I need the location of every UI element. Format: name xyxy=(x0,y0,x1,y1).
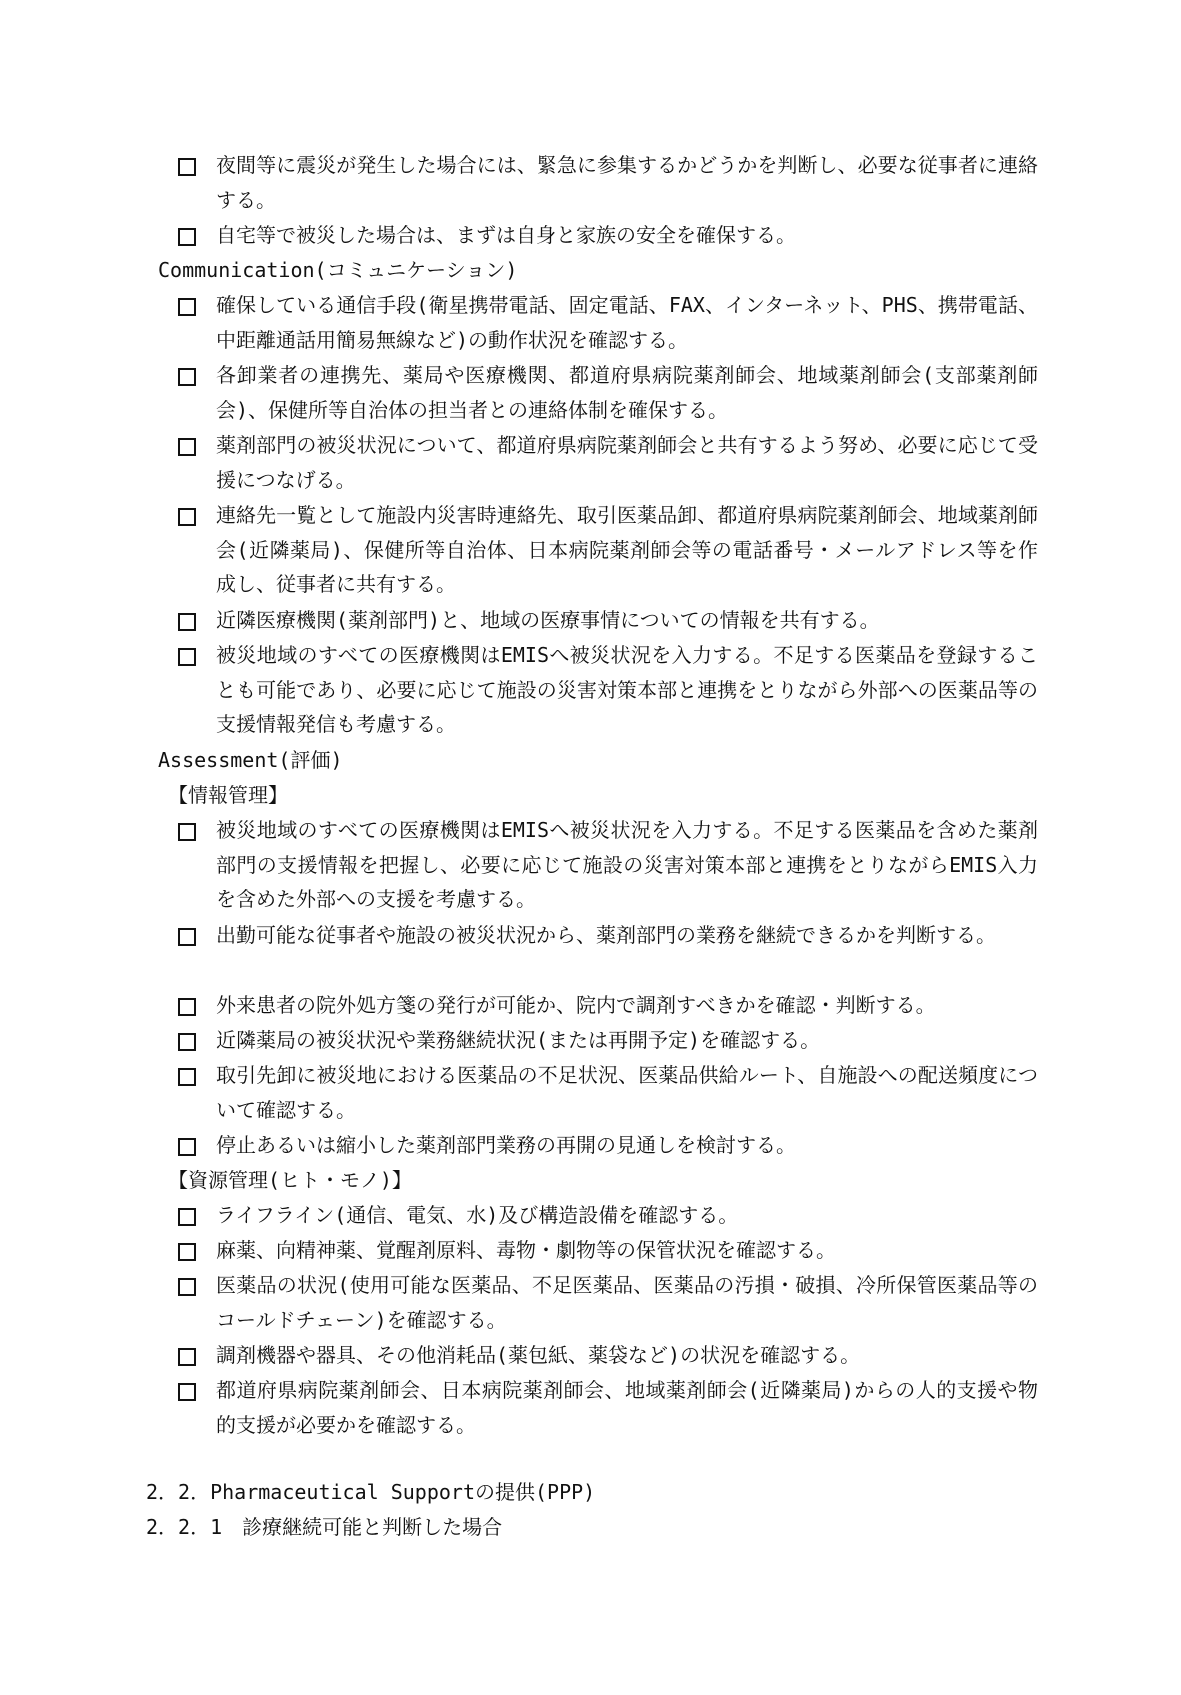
checklist-item-text: 医薬品の状況(使用可能な医薬品、不足医薬品、医薬品の汚損・破損、冷所保管医薬品等のコールドチェーン)を確認する。 xyxy=(216,1273,1038,1332)
checklist-item-text: 被災地域のすべての医療機関はEMISへ被災状況を入力する。不足する医薬品を含めた薬剤部門の支援情報を把握し、必要に応じて施設の災害対策本部と連携をとりながらEMIS入力を含めた外部への支援を考慮する。 xyxy=(216,818,1038,911)
subheading-info-management: 【情報管理】 xyxy=(168,783,288,807)
checkbox-icon xyxy=(178,648,196,666)
checkbox-icon xyxy=(178,1138,196,1156)
checklist-item-text: 自宅等で被災した場合は、まずは自身と家族の安全を確保する。 xyxy=(216,223,796,247)
checkbox-icon xyxy=(178,998,196,1016)
checklist-item-text: 麻薬、向精神薬、覚醒剤原料、毒物・劇物等の保管状況を確認する。 xyxy=(216,1238,836,1262)
section-heading-assessment: Assessment(評価) xyxy=(158,748,343,772)
checklist-item-text: 連絡先一覧として施設内災害時連絡先、取引医薬品卸、都道府県病院薬剤師会、地域薬剤師会(近隣薬局)、保健所等自治体、日本病院薬剤師会等の電話番号・メールアドレス等を作成し、従事者に共有する。 xyxy=(216,503,1038,596)
section-heading-2-2: 2．2．Pharmaceutical Supportの提供(PPP) xyxy=(146,1480,596,1504)
checklist-item-text: 出勤可能な従事者や施設の被災状況から、薬剤部門の業務を継続できるかを判断する。 xyxy=(216,923,996,947)
checkbox-icon xyxy=(178,1208,196,1226)
checklist-item-text: 停止あるいは縮小した薬剤部門業務の再開の見通しを検討する。 xyxy=(216,1133,796,1157)
checkbox-icon xyxy=(178,928,196,946)
checkbox-icon xyxy=(178,1068,196,1086)
checkbox-icon xyxy=(178,1348,196,1366)
checkbox-icon xyxy=(178,438,196,456)
checklist-item-text: 都道府県病院薬剤師会、日本病院薬剤師会、地域薬剤師会(近隣薬局)からの人的支援や物的支援が必要かを確認する。 xyxy=(216,1378,1038,1437)
section-heading-2-2-1: 2．2．1 診療継続可能と判断した場合 xyxy=(146,1515,503,1539)
checklist-item-text: 近隣薬局の被災状況や業務継続状況(または再開予定)を確認する。 xyxy=(216,1028,821,1052)
checklist-item-text: 外来患者の院外処方箋の発行が可能か、院内で調剤すべきかを確認・判断する。 xyxy=(216,993,936,1017)
section-heading-communication: Communication(コミュニケーション) xyxy=(158,258,518,282)
checklist-item-text: 確保している通信手段(衛星携帯電話、固定電話、FAX、インターネット、PHS、携帯電話、中距離通話用簡易無線など)の動作状況を確認する。 xyxy=(216,293,1038,352)
checklist-item-text: 近隣医療機関(薬剤部門)と、地域の医療事情についての情報を共有する。 xyxy=(216,608,880,632)
checkbox-icon xyxy=(178,368,196,386)
checklist-item-text: ライフライン(通信、電気、水)及び構造設備を確認する。 xyxy=(216,1203,739,1227)
checkbox-icon xyxy=(178,1243,196,1261)
checkbox-icon xyxy=(178,613,196,631)
checkbox-icon xyxy=(178,298,196,316)
checkbox-icon xyxy=(178,1278,196,1296)
checklist-item-text: 取引先卸に被災地における医薬品の不足状況、医薬品供給ルート、自施設への配送頻度について確認する。 xyxy=(216,1063,1038,1122)
checklist-item-text: 夜間等に震災が発生した場合には、緊急に参集するかどうかを判断し、必要な従事者に連絡する。 xyxy=(216,153,1038,212)
checkbox-icon xyxy=(178,508,196,526)
checkbox-icon xyxy=(178,1383,196,1401)
checkbox-icon xyxy=(178,1033,196,1051)
checklist-item-text: 薬剤部門の被災状況について、都道府県病院薬剤師会と共有するよう努め、必要に応じて受援につなげる。 xyxy=(216,433,1038,492)
checklist-item-text: 各卸業者の連携先、薬局や医療機関、都道府県病院薬剤師会、地域薬剤師会(支部薬剤師会)、保健所等自治体の担当者との連絡体制を確保する。 xyxy=(216,363,1038,422)
subheading-resource-management: 【資源管理(ヒト・モノ)】 xyxy=(168,1168,412,1192)
checkbox-icon xyxy=(178,228,196,246)
checklist-item-text: 被災地域のすべての医療機関はEMISへ被災状況を入力する。不足する医薬品を登録することも可能であり、必要に応じて施設の災害対策本部と連携をとりながら外部への医薬品等の支援情報発信も考慮する。 xyxy=(216,643,1038,736)
checkbox-icon xyxy=(178,158,196,176)
checkbox-icon xyxy=(178,823,196,841)
checklist-item-text: 調剤機器や器具、その他消耗品(薬包紙、薬袋など)の状況を確認する。 xyxy=(216,1343,861,1367)
